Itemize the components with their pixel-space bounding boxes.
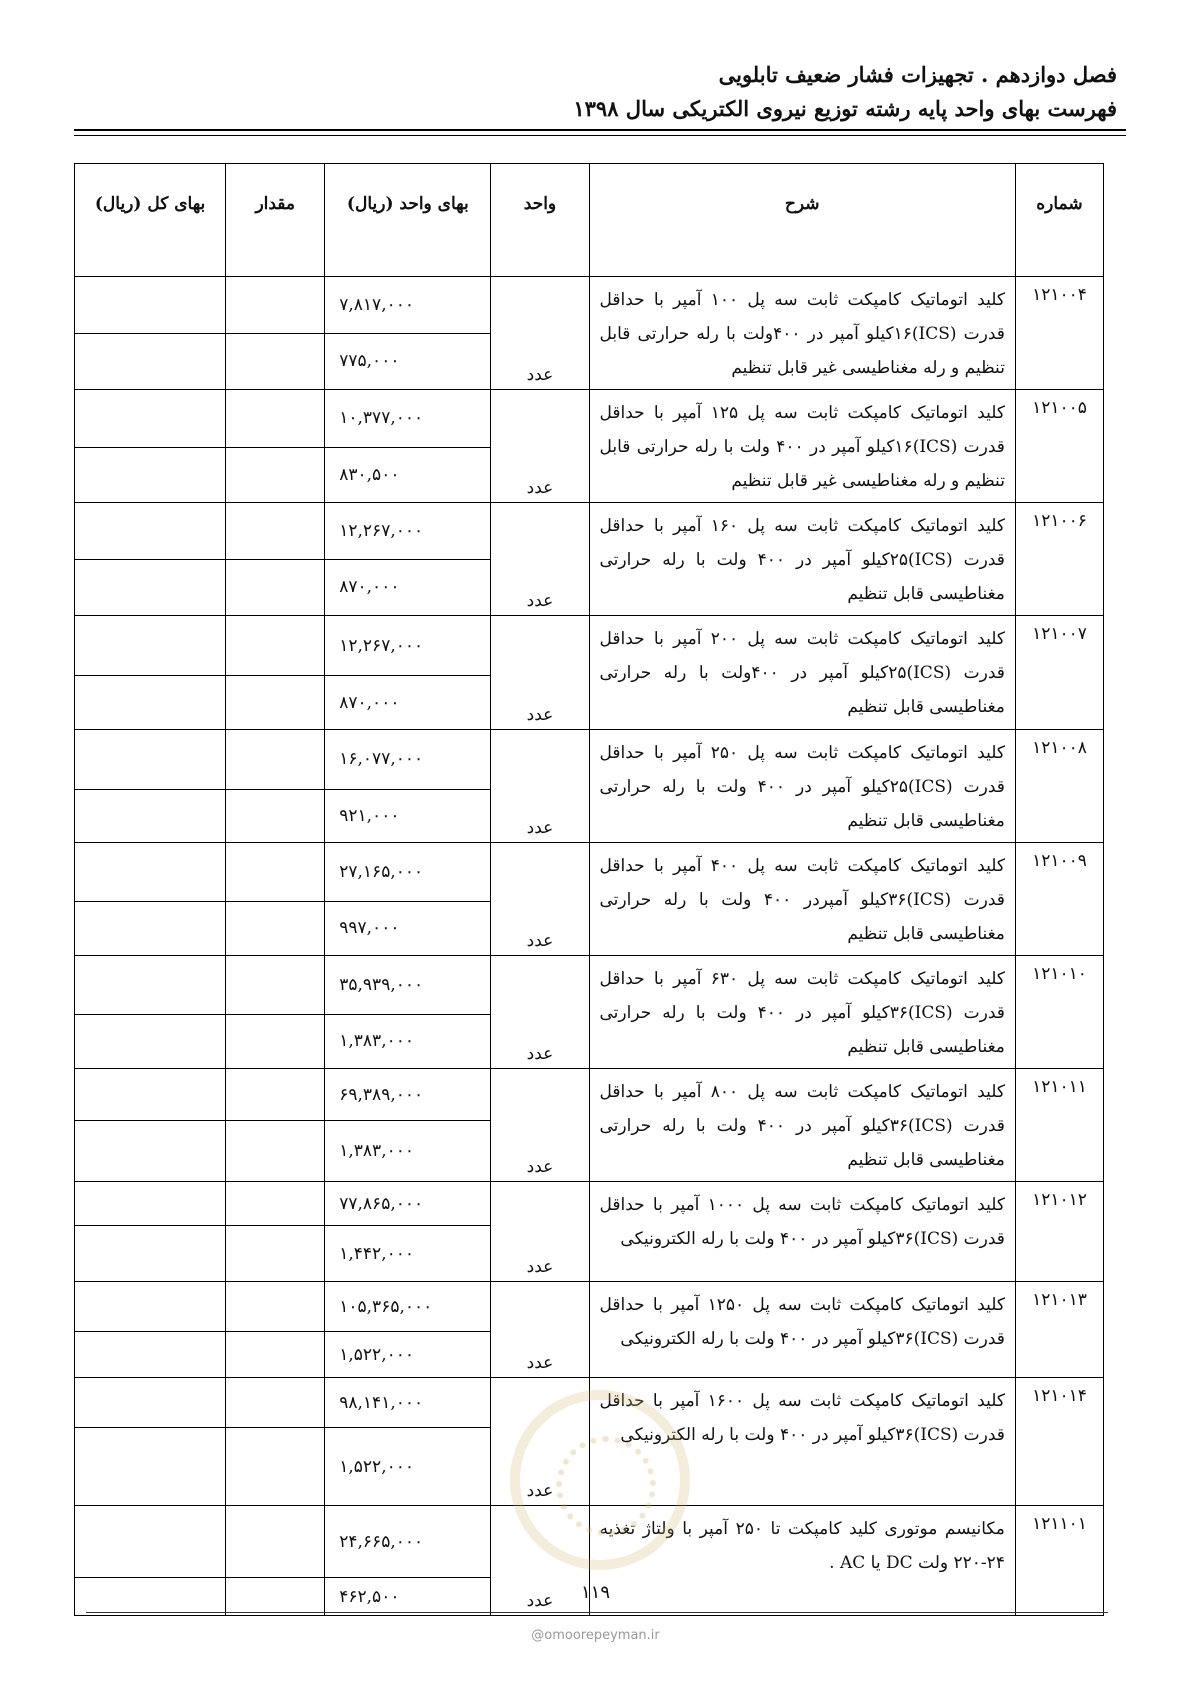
item-number: ۱۲۱۰۰۶ [1015,503,1103,616]
quantity-cell [226,1014,325,1068]
chapter-title: فصل دوازدهم . تجهیزات فشار ضعیف تابلویی [718,62,1117,87]
unit-price: ۷,۸۱۷,۰۰۰ [325,277,491,334]
unit-price: ۷۷,۸۶۵,۰۰۰ [325,1182,491,1226]
total-cell [75,1378,226,1428]
total-cell [75,956,226,1015]
table-row [75,1069,1104,1121]
quantity-cell [226,1069,325,1121]
item-description: کلید اتوماتیک کامپکت ثابت سه پل ۲۵۰ آمپر با حداقل قدرت (ICS)۲۵کیلو آمپر در ۴۰۰ ولت با رله حرارتی مغناطیسی قابل تنظیم [589,730,1015,843]
unit-price-secondary: ۸۷۰,۰۰۰ [325,676,491,730]
unit-price-secondary: ۴۶۲,۵۰۰ [325,1578,491,1616]
unit-price-secondary: ۱,۳۸۳,۰۰۰ [325,1121,491,1182]
website-watermark: @omoorepeyman.ir [531,1628,660,1643]
item-number: ۱۲۱۰۰۵ [1015,390,1103,503]
quantity-cell [226,1182,325,1226]
total-cell [75,1332,226,1378]
column-header-unit-price: بهای واحد (ریال) [325,164,491,277]
unit-price-secondary: ۸۳۰,۵۰۰ [325,447,491,502]
page-header [573,58,1117,126]
unit-price: ۱۰,۳۷۷,۰۰۰ [325,390,491,448]
quantity-cell [226,390,325,448]
item-unit: عدد [491,956,589,1069]
table-row [75,390,1104,448]
table-row [75,843,1104,902]
total-cell [75,1014,226,1068]
column-header-total: بهای کل (ریال) [75,164,226,277]
quantity-cell [226,616,325,676]
header-rule-thick [74,129,1126,131]
total-cell [75,843,226,902]
table-row [75,1182,1104,1226]
total-cell [75,676,226,730]
total-cell [75,1069,226,1121]
total-cell [75,730,226,790]
item-unit: عدد [491,1182,589,1282]
unit-price-secondary: ۱,۵۲۲,۰۰۰ [325,1428,491,1506]
total-cell [75,447,226,502]
unit-price: ۱۰۵,۳۶۵,۰۰۰ [325,1282,491,1332]
total-cell [75,1428,226,1506]
quantity-cell [226,901,325,955]
item-unit: عدد [491,616,589,730]
item-description: کلید اتوماتیک کامپکت ثابت سه پل ۱۰۰ آمپر با حداقل قدرت (ICS)۱۶کیلو آمپر در ۴۰۰ولت با رله حرارتی قابل تنظیم و رله مغناطیسی غیر قابل تنظیم [589,277,1015,390]
total-cell [75,1121,226,1182]
item-description: مکانیسم موتوری کلید کامپکت تا ۲۵۰ آمپر با ولتاژ تغذیه ۲۴-۲۲۰ ولت DC یا AC . [589,1506,1015,1616]
item-unit: عدد [491,1282,589,1378]
item-unit: عدد [491,1069,589,1182]
unit-price-secondary: ۱,۳۸۳,۰۰۰ [325,1014,491,1068]
item-number: ۱۲۱۰۱۳ [1015,1282,1103,1378]
item-description: کلید اتوماتیک کامپکت ثابت سه پل ۶۳۰ آمپر با حداقل قدرت (ICS)۳۶کیلو آمپر در ۴۰۰ ولت با رله حرارتی مغناطیسی قابل تنظیم [589,956,1015,1069]
table-row [75,730,1104,790]
quantity-cell [226,503,325,560]
quantity-cell [226,1428,325,1506]
unit-price: ۶۹,۳۸۹,۰۰۰ [325,1069,491,1121]
unit-price-secondary: ۹۲۱,۰۰۰ [325,789,491,842]
quantity-cell [226,730,325,790]
item-unit: عدد [491,1506,589,1616]
item-unit: عدد [491,503,589,616]
column-header-unit: واحد [491,164,589,277]
column-header-number: شماره [1015,164,1103,277]
unit-price: ۱۶,۰۷۷,۰۰۰ [325,730,491,790]
item-unit: عدد [491,390,589,503]
item-description: کلید اتوماتیک کامپکت ثابت سه پل ۱۰۰۰ آمپر با حداقل قدرت (ICS)۳۶کیلو آمپر در ۴۰۰ ولت با رله الکترونیکی [589,1182,1015,1282]
quantity-cell [226,843,325,902]
unit-price: ۱۲,۲۶۷,۰۰۰ [325,616,491,676]
item-description: کلید اتوماتیک کامپکت ثابت سه پل ۴۰۰ آمپر با حداقل قدرت (ICS)۳۶کیلو آمپردر ۴۰۰ ولت با رله حرارتی مغناطیسی قابل تنظیم [589,843,1015,956]
unit-price: ۲۴,۶۶۵,۰۰۰ [325,1506,491,1578]
item-description: کلید اتوماتیک کامپکت ثابت سه پل ۱۲۵۰ آمپر با حداقل قدرت (ICS)۳۶کیلو آمپر در ۴۰۰ ولت با رله الکترونیکی [589,1282,1015,1378]
item-number: ۱۲۱۰۱۱ [1015,1069,1103,1182]
page-number: ۱۱۹ [580,1582,610,1603]
item-description: کلید اتوماتیک کامپکت ثابت سه پل ۸۰۰ آمپر با حداقل قدرت (ICS)۳۶کیلو آمپر در ۴۰۰ ولت با رله حرارتی مغناطیسی قابل تنظیم [589,1069,1015,1182]
total-cell [75,559,226,616]
quantity-cell [226,1506,325,1578]
item-number: ۱۲۱۰۱۲ [1015,1182,1103,1282]
total-cell [75,901,226,955]
quantity-cell [226,676,325,730]
item-number: ۱۲۱۰۱۰ [1015,956,1103,1069]
unit-price: ۳۵,۹۳۹,۰۰۰ [325,956,491,1015]
unit-price-secondary: ۸۷۰,۰۰۰ [325,559,491,616]
table-row [75,503,1104,560]
quantity-cell [226,333,325,390]
column-header-description: شرح [589,164,1015,277]
unit-price-secondary: ۷۷۵,۰۰۰ [325,333,491,390]
item-number: ۱۲۱۰۱۴ [1015,1378,1103,1506]
total-cell [75,616,226,676]
quantity-cell [226,447,325,502]
unit-price-secondary: ۱,۵۲۲,۰۰۰ [325,1332,491,1378]
total-cell [75,1282,226,1332]
watermark-seal [510,1390,690,1570]
header-rule-thin [74,135,1126,136]
item-number: ۱۲۱۰۰۸ [1015,730,1103,843]
table-row [75,1282,1104,1332]
total-cell [75,503,226,560]
item-unit: عدد [491,730,589,843]
document-subtitle: فهرست بهای واحد پایه رشته توزیع نیروی الکتریکی سال ۱۳۹۸ [573,96,1117,121]
unit-price-secondary: ۹۹۷,۰۰۰ [325,901,491,955]
item-description: کلید اتوماتیک کامپکت ثابت سه پل ۲۰۰ آمپر با حداقل قدرت (ICS)۲۵کیلو آمپر در ۴۰۰ولت با رله حرارتی مغناطیسی قابل تنظیم [589,616,1015,730]
item-number: ۱۲۱۰۰۴ [1015,277,1103,390]
column-header-quantity: مقدار [226,164,325,277]
item-number: ۱۲۱۰۰۹ [1015,843,1103,956]
total-cell [75,333,226,390]
table-row [75,616,1104,676]
item-number: ۱۲۱۱۰۱ [1015,1506,1103,1616]
total-cell [75,1226,226,1282]
quantity-cell [226,277,325,334]
table-row [75,277,1104,334]
item-number: ۱۲۱۰۰۷ [1015,616,1103,730]
quantity-cell [226,956,325,1015]
quantity-cell [226,1226,325,1282]
total-cell [75,1506,226,1578]
total-cell [75,789,226,842]
quantity-cell [226,1282,325,1332]
table-row [75,956,1104,1015]
quantity-cell [226,789,325,842]
footer-rule [86,1612,1108,1613]
unit-price: ۲۷,۱۶۵,۰۰۰ [325,843,491,902]
unit-price: ۱۲,۲۶۷,۰۰۰ [325,503,491,560]
quantity-cell [226,1332,325,1378]
total-cell [75,390,226,448]
item-description: کلید اتوماتیک کامپکت ثابت سه پل ۱۶۰ آمپر با حداقل قدرت (ICS)۲۵کیلو آمپر در ۴۰۰ ولت با رله حرارتی مغناطیسی قابل تنظیم [589,503,1015,616]
total-cell [75,277,226,334]
total-cell [75,1182,226,1226]
item-description: کلید اتوماتیک کامپکت ثابت سه پل ۱۲۵ آمپر با حداقل قدرت (ICS)۱۶کیلو آمپر در ۴۰۰ ولت با رله حرارتی قابل تنظیم و رله مغناطیسی غیر قابل تنظیم [589,390,1015,503]
unit-price: ۹۸,۱۴۱,۰۰۰ [325,1378,491,1428]
item-unit: عدد [491,1378,589,1506]
item-unit: عدد [491,843,589,956]
unit-price-secondary: ۱,۴۴۲,۰۰۰ [325,1226,491,1282]
quantity-cell [226,559,325,616]
item-unit: عدد [491,277,589,390]
item-description: کلید اتوماتیک کامپکت ثابت سه پل ۱۶۰۰ آمپر با حداقل قدرت (ICS)۳۶کیلو آمپر در ۴۰۰ ولت با رله الکترونیکی [589,1378,1015,1506]
quantity-cell [226,1121,325,1182]
quantity-cell [226,1378,325,1428]
table-header-row [75,164,1104,277]
